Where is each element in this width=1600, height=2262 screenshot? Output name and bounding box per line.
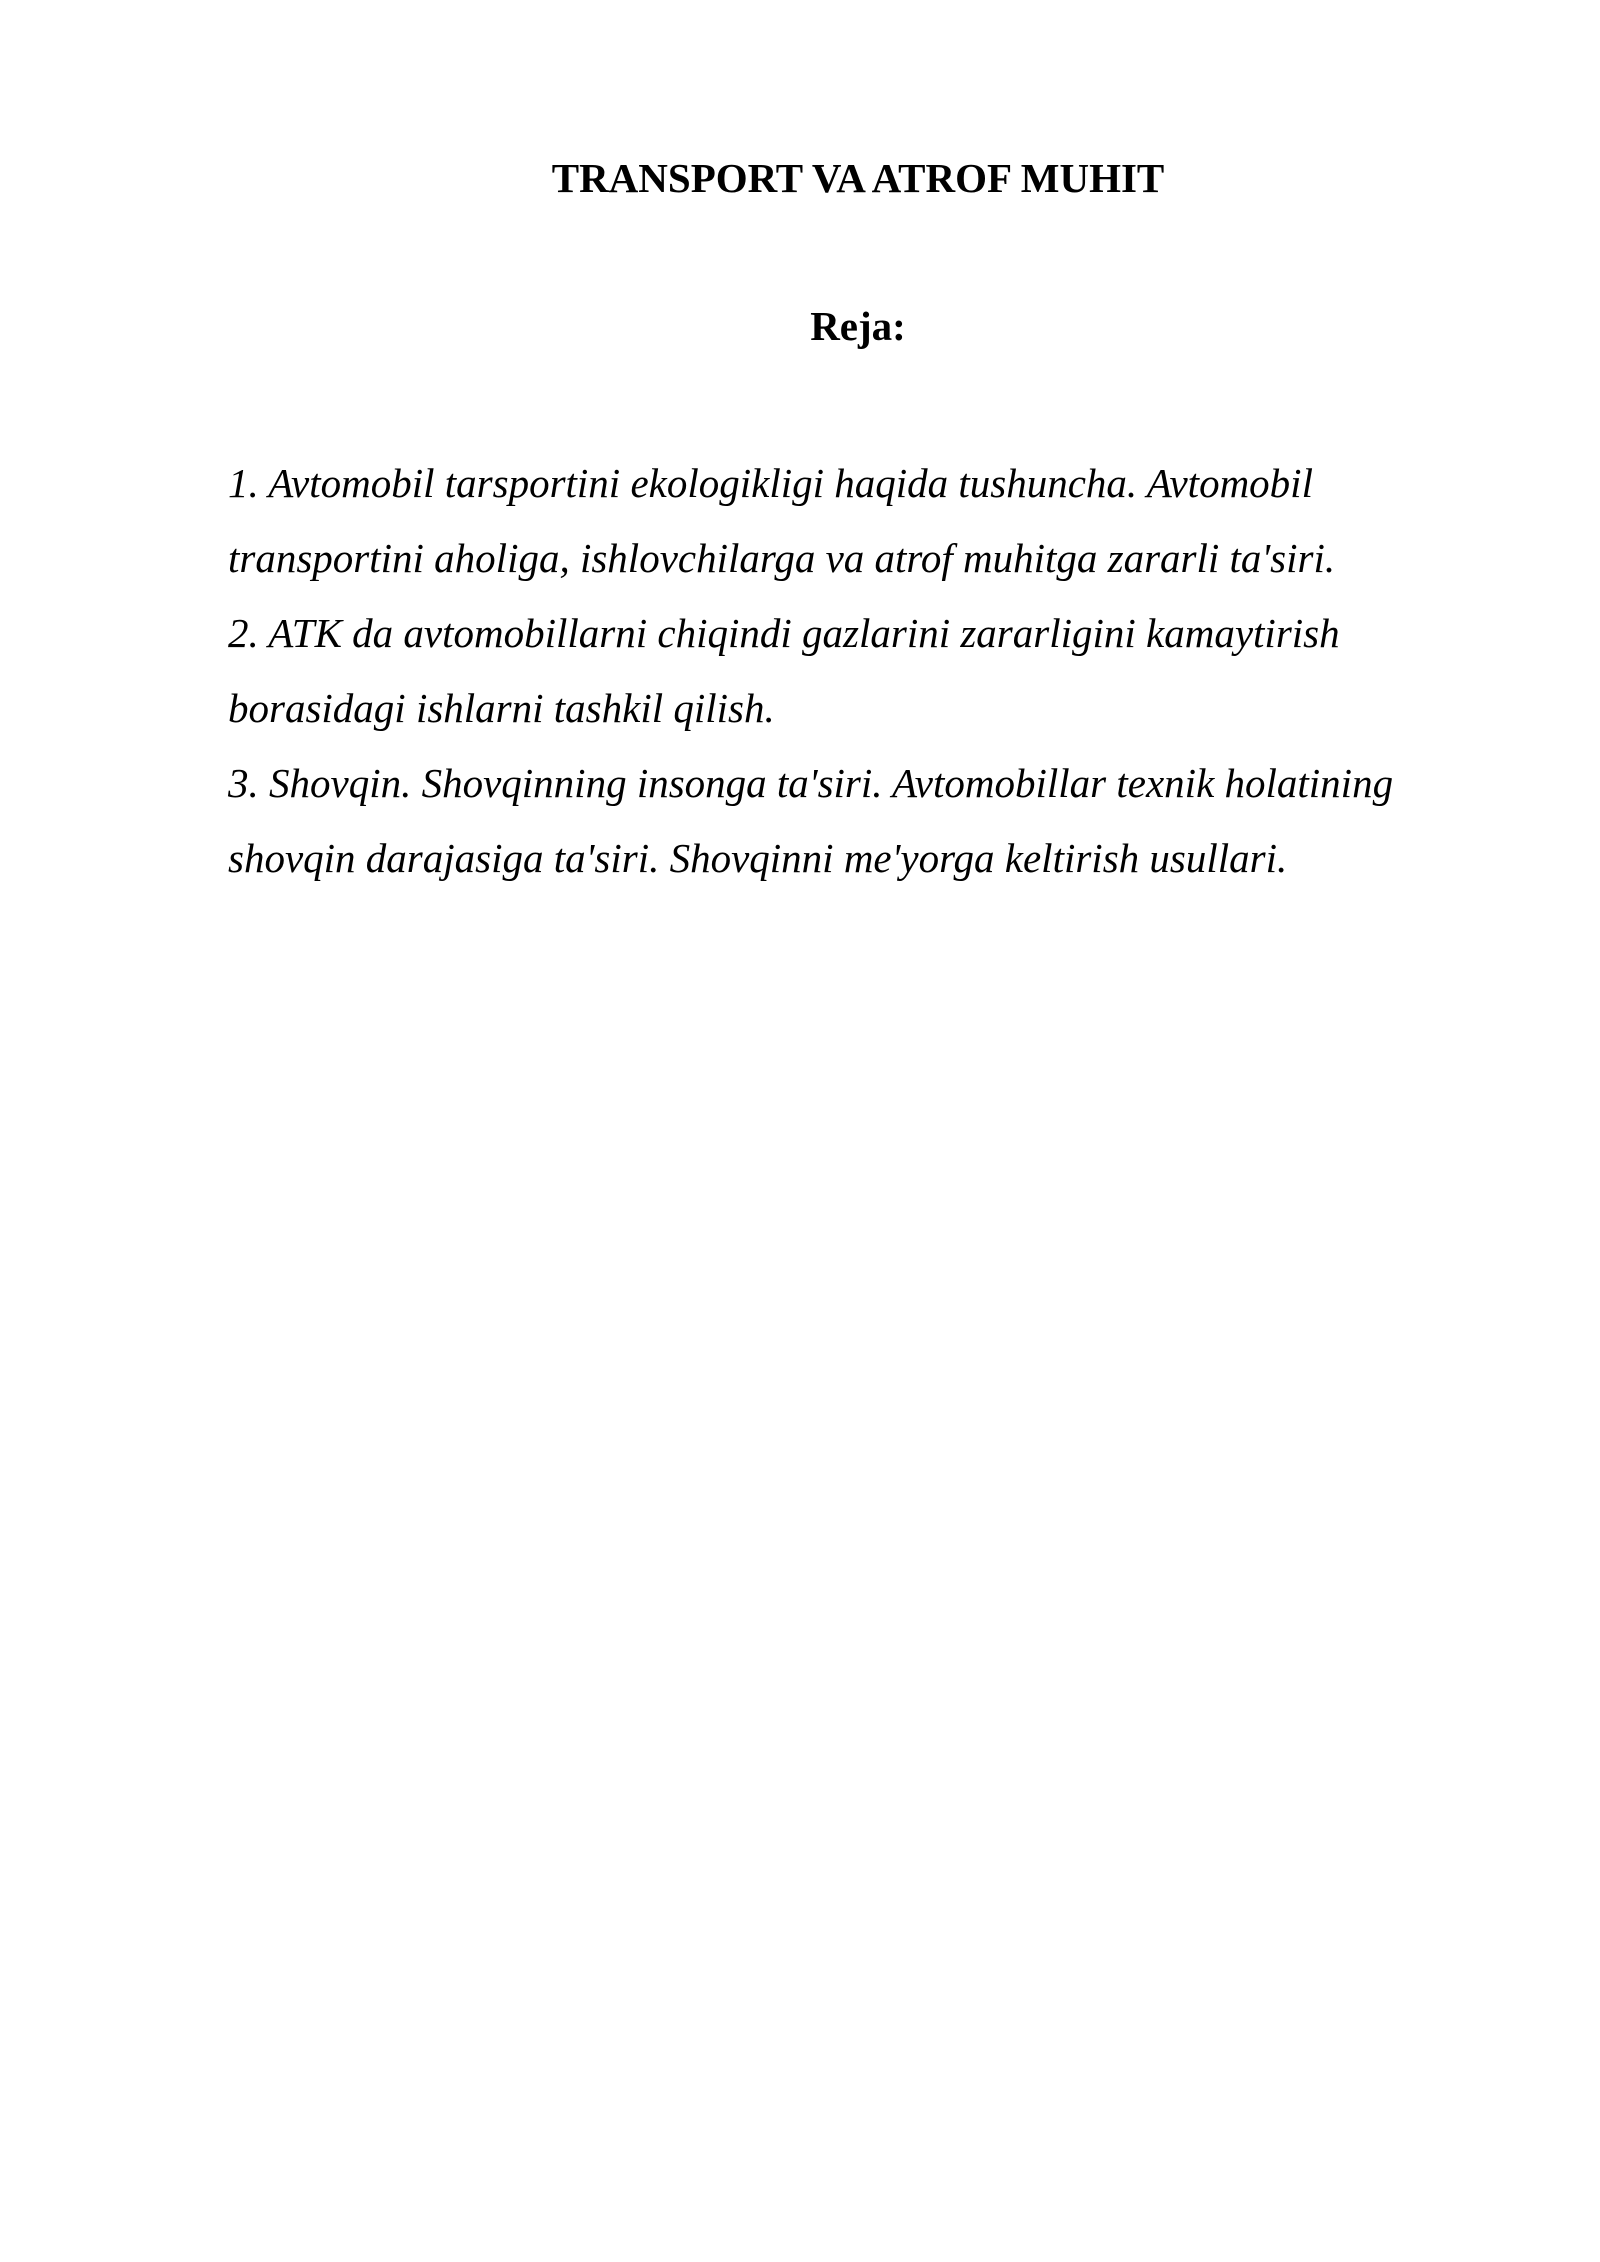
plan-item-2: 2. ATK da avtomobillarni chiqindi gazlarini zararligini kamaytirish borasidagi ishlarni tashkil qilish.	[228, 610, 1340, 731]
plan-list	[228, 446, 1488, 896]
plan-item-3: 3. Shovqin. Shovqinning insonga ta'siri. Avtomobillar texnik holatining shovqin darajasiga ta'siri. Shovqinni me'yorga keltirish usullari.	[228, 760, 1394, 881]
plan-heading: Reja:	[810, 303, 906, 349]
plan-item-1: 1. Avtomobil tarsportini ekologikligi haqida tushuncha. Avtomobil transportini aholiga, ishlovchilarga va atrof muhitga zararli ta'siri.	[228, 460, 1336, 581]
document-title: TRANSPORT VA ATROF MUHIT	[551, 155, 1165, 201]
